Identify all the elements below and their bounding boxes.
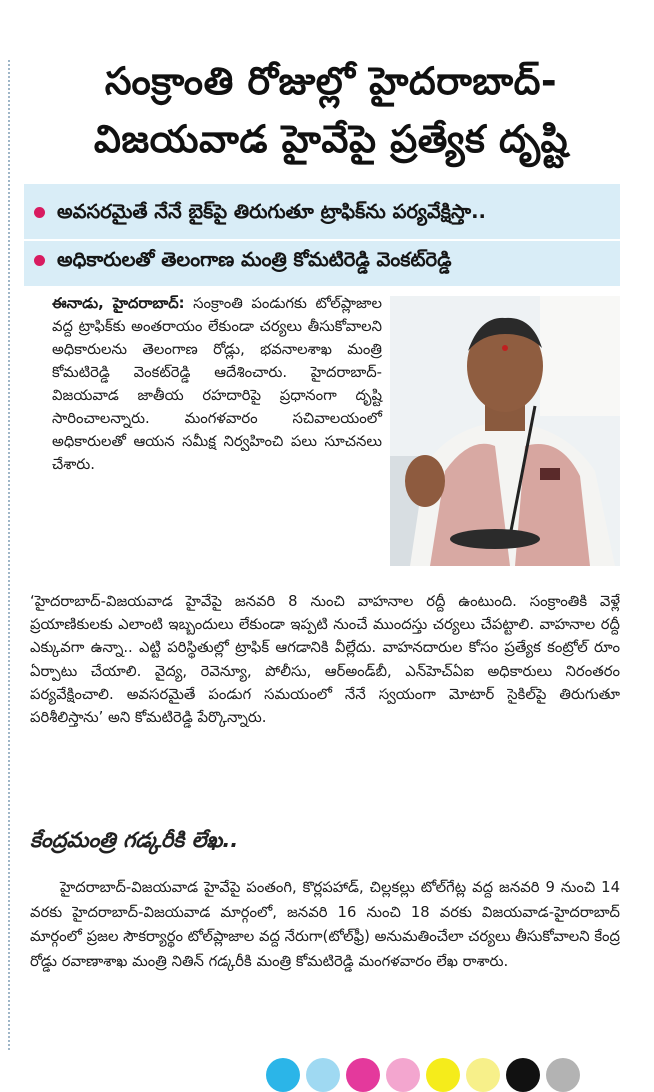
highlights-divider	[24, 239, 620, 241]
photo-illustration	[390, 296, 620, 566]
headline	[26, 52, 636, 168]
lead-text: సంక్రాంతి పండుగకు టోల్‌ప్లాజాల వద్ద ట్రాఫిక్‌కు అంతరాయం లేకుండా చర్యలు తీసుకోవాలని అధికారులను తెలంగాణ రోడ్లు, భవనాలశాఖ మంత్రి కోమటిరెడ్డి వెంకట్‌రెడ్డి ఆదేశించారు. హైదరాబాద్‌-విజయవాడ జాతీయ రహదారిపై ప్రధానంగా దృష్టి సారించాలన్నారు. మంగళవారం సచివాలయంలో అధికారులతో ఆయన సమీక్ష నిర్వహించి పలు సూచనలు చేశారు.	[52, 295, 383, 473]
lead-paragraph	[52, 292, 382, 476]
highlight-text: అవసరమైతే నేనే బైక్‌పై తిరుగుతూ ట్రాఫిక్‌ను పర్యవేక్షిస్తా..	[57, 200, 486, 223]
subheading: కేంద్రమంత్రి గడ్కరీకి లేఖ..	[30, 828, 239, 852]
color-dot	[386, 1058, 420, 1092]
bullet-icon	[34, 255, 45, 266]
bullet-icon	[34, 207, 45, 218]
color-dot	[266, 1058, 300, 1092]
color-dot	[306, 1058, 340, 1092]
highlight-item	[24, 190, 620, 234]
column-rule	[8, 60, 10, 1050]
registration-color-bar	[262, 1058, 654, 1080]
color-dot	[466, 1058, 500, 1092]
highlight-item	[24, 238, 620, 282]
body-paragraph-1: ‘హైదరాబాద్‌-విజయవాడ హైవేపై జనవరి 8 నుంచి వాహనాల రద్దీ ఉంటుంది. సంక్రాంతికి వెళ్లే ప్రయాణికులకు ఎలాంటి ఇబ్బందులు లేకుండా ఇప్పటి నుంచే ముందస్తు చర్యలు చేపట్టాలి. వాహనాల రద్దీ ఎక్కువగా ఉన్నా.. ఎట్టి పరిస్థితుల్లో ట్రాఫిక్‌ ఆగడానికి వీల్లేదు. వాహనదారుల కోసం ప్రత్యేక కంట్రోల్‌ రూం ఏర్పాటు చేయాలి. వైద్య, రెవెన్యూ, పోలీసు, ఆర్‌అండ్‌బీ, ఎన్‌హెచ్‌ఏఐ అధికారులు నిరంతరం పర్యవేక్షించాలి. అవసరమైతే పండుగ సమయంలో నేనే స్వయంగా మోటార్‌ సైకిల్‌పై తిరుగుతూ పరిశీలిస్తాను’ అని కోమటిరెడ్డి పేర్కొన్నారు.	[30, 593, 620, 727]
color-dot	[506, 1058, 540, 1092]
color-dot	[546, 1058, 580, 1092]
highlights-box	[24, 184, 620, 286]
highlight-text: అధికారులతో తెలంగాణ మంత్రి కోమటిరెడ్డి వెంకట్‌రెడ్డి	[57, 248, 452, 271]
minister-photo	[390, 296, 620, 566]
headline-line-1: సంక్రాంతి రోజుల్లో హైదరాబాద్‌-	[104, 59, 558, 103]
color-dot	[346, 1058, 380, 1092]
color-dot	[426, 1058, 460, 1092]
dateline: ఈనాడు, హైదరాబాద్‌:	[52, 295, 185, 312]
headline-line-2: విజయవాడ హైవేపై ప్రత్యేక దృష్టి	[93, 117, 569, 161]
body-paragraph-2: హైదరాబాద్‌-విజయవాడ హైవేపై పంతంగి, కొర్లపహాడ్‌, చిల్లకల్లు టోల్‌గేట్ల వద్ద జనవరి 9 నుంచి 14 వరకు హైదరాబాద్‌-విజయవాడ మార్గంలో, జనవరి 16 నుంచి 18 వరకు విజయవాడ-హైదరాబాద్‌ మార్గంలో ప్రజల సౌకర్యార్థం టోల్‌ప్లాజాల వద్ద నేరుగా(టోల్‌ఫ్రీ) అనుమతించేలా చర్యలు తీసుకోవాలని కేంద్ర రోడ్డు రవాణాశాఖ మంత్రి నితిన్‌ గడ్కరీకి మంత్రి కోమటిరెడ్డి మంగళవారం లేఖ రాశారు.	[30, 879, 620, 970]
